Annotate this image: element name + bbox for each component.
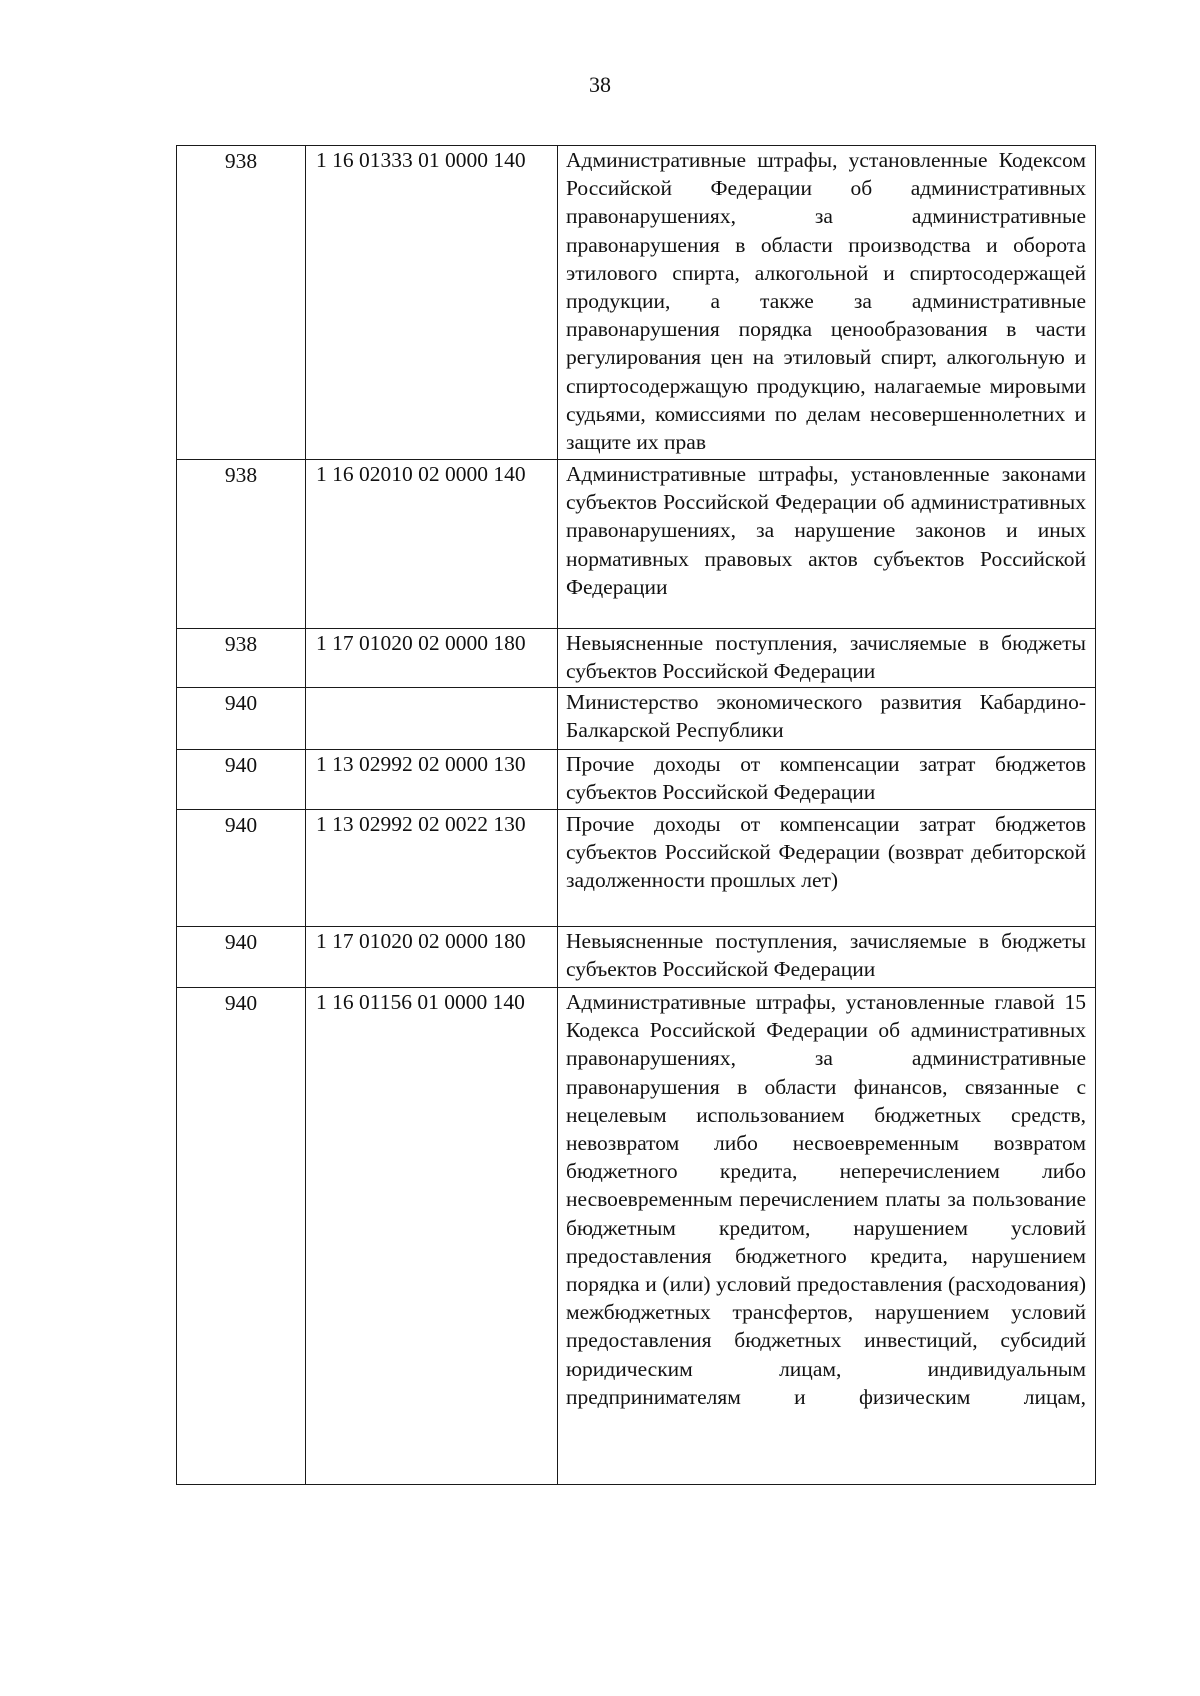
table-row: [177, 750, 1096, 810]
admin-code: 940: [224, 930, 258, 954]
budget-code-cell: [306, 688, 558, 750]
admin-code-cell: [177, 750, 306, 810]
revenue-name-cell: Административные штрафы, установленные главой 15 Кодекса Российской Федерации об административных правонарушениях, за административные правонарушения в области финансов, связанные с нецелевым использованием бюджетных средств, невозвратом либо несвоевременным возвратом бюджетного кредита, неперечислением либо несвоевременным перечислением платы за пользование бюджетным кредитом, нарушением условий предоставления бюджетного кредита, нарушением порядка и (или) условий предоставления (расходования) межбюджетных трансфертов, нарушением условий предоставления бюджетных инвестиций, субсидий юридическим лицам, индивидуальным предпринимателям и физическим лицам,: [558, 988, 1096, 1485]
revenue-name-cell: Административные штрафы, установленные Кодексом Российской Федерации об административных правонарушениях, за административные правонарушения в области производства и оборота этилового спирта, алкогольной и спиртосодержащей продукции, а также за административные правонарушения порядка ценообразования в части регулирования цен на этиловый спирт, алкогольную и спиртосодержащую продукцию, налагаемые мировыми судьями, комиссиями по делам несовершеннолетних и защите их прав: [558, 146, 1096, 460]
budget-code-cell: 1 13 02992 02 0022 130: [306, 810, 558, 927]
revenue-name-cell: Административные штрафы, установленные законами субъектов Российской Федерации об административных правонарушениях, за нарушение законов и иных нормативных правовых актов субъектов Российской Федерации: [558, 460, 1096, 629]
revenue-name-cell: Прочие доходы от компенсации затрат бюджетов субъектов Российской Федерации: [558, 750, 1096, 810]
budget-code-cell: 1 17 01020 02 0000 180: [306, 629, 558, 688]
page-number: 38: [589, 72, 611, 97]
table-row: [177, 988, 1096, 1485]
table-row: [177, 810, 1096, 927]
admin-code: 940: [224, 691, 258, 715]
admin-code: 940: [224, 753, 258, 777]
table-row: [177, 688, 1096, 750]
admin-code: 938: [224, 632, 258, 656]
admin-code-cell: [177, 988, 306, 1485]
admin-code: 940: [224, 813, 258, 837]
admin-code-cell: [177, 460, 306, 629]
admin-code: 940: [224, 991, 258, 1015]
admin-code-cell: [177, 688, 306, 750]
admin-code: 938: [224, 463, 258, 487]
table-row: [177, 146, 1096, 460]
admin-code-cell: [177, 927, 306, 988]
revenue-name-cell: Невыясненные поступления, зачисляемые в бюджеты субъектов Российской Федерации: [558, 629, 1096, 688]
table-row: [177, 629, 1096, 688]
revenue-name-cell: Невыясненные поступления, зачисляемые в бюджеты субъектов Российской Федерации: [558, 927, 1096, 988]
revenue-name-cell: Министерство экономического развития Кабардино-Балкарской Республики: [558, 688, 1096, 750]
revenue-name-cell: Прочие доходы от компенсации затрат бюджетов субъектов Российской Федерации (возврат дебиторской задолженности прошлых лет): [558, 810, 1096, 927]
budget-code-cell: 1 16 01156 01 0000 140: [306, 988, 558, 1485]
admin-code-cell: [177, 146, 306, 460]
budget-code-cell: 1 13 02992 02 0000 130: [306, 750, 558, 810]
budget-revenue-table: [176, 145, 1096, 1485]
admin-code-cell: [177, 810, 306, 927]
table-row: [177, 927, 1096, 988]
budget-code-cell: 1 17 01020 02 0000 180: [306, 927, 558, 988]
budget-code-cell: 1 16 02010 02 0000 140: [306, 460, 558, 629]
admin-code-cell: [177, 629, 306, 688]
budget-code-cell: 1 16 01333 01 0000 140: [306, 146, 558, 460]
admin-code: 938: [224, 149, 258, 173]
table-row: [177, 460, 1096, 629]
